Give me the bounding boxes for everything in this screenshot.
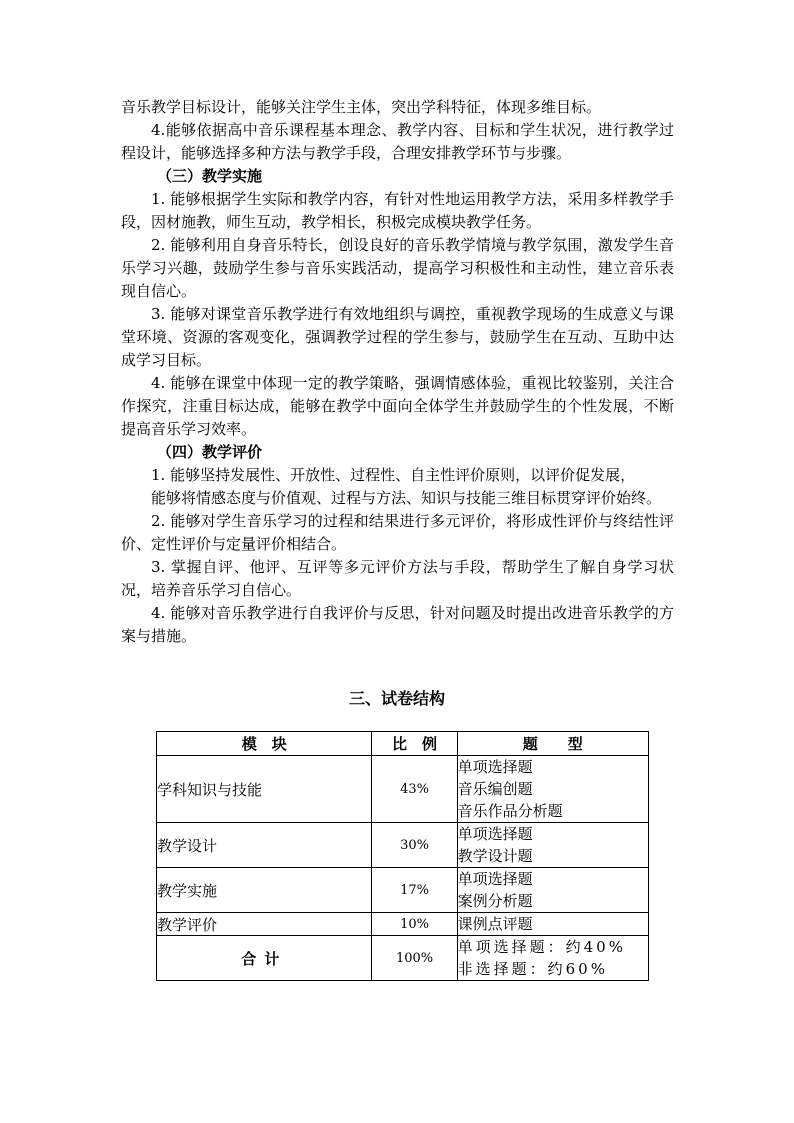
question-type: 教学设计题 <box>457 847 533 865</box>
paragraph-continuation: 音乐教学目标设计，能够关注学生主体，突出学科特征，体现多维目标。 <box>121 98 602 116</box>
header-question-type: 题 型 <box>457 732 648 756</box>
question-type: 案例分析题 <box>457 892 533 910</box>
module-ratio: 30% <box>372 823 457 868</box>
module-ratio: 17% <box>372 868 457 913</box>
question-type: 课例点评题 <box>457 915 533 933</box>
paragraph-implementation-2: 2. 能够利用自身音乐特长，创设良好的音乐教学情境与教学氛围，激发学生音乐学习兴趣，鼓励学生参与音乐实践活动，提高学习积极性和主动性，建立音乐表现自信心。 <box>121 236 674 300</box>
body-text <box>121 96 674 648</box>
table-header-row <box>157 732 649 756</box>
paragraph-implementation-4: 4. 能够在课堂中体现一定的教学策略，强调情感体验，重视比较鉴别，关注合作探究，注重目标达成，能够在教学中面向全体学生并鼓励学生的个性发展，不断提高音乐学习效率。 <box>121 374 674 438</box>
module-name: 教学设计 <box>157 823 372 868</box>
module-ratio: 10% <box>372 913 457 936</box>
heading-teaching-evaluation: （四）教学评价 <box>157 443 263 461</box>
total-ratio: 100% <box>372 936 457 981</box>
table-row <box>157 913 649 936</box>
exam-structure-table <box>156 731 649 981</box>
total-label: 合计 <box>157 936 372 981</box>
question-types <box>457 823 648 868</box>
question-types <box>457 913 648 936</box>
paragraph-implementation-3: 3. 能够对课堂音乐教学进行有效地组织与调控，重视教学现场的生成意义与课堂环境、资源的客观变化，强调教学过程的学生参与，鼓励学生在互动、互助中达成学习目标。 <box>121 305 674 369</box>
paragraph-evaluation-1-line1: 1. 能够坚持发展性、开放性、过程性、自主性评价原则，以评价促发展， <box>151 466 636 484</box>
total-question-types <box>457 936 648 981</box>
paragraph-evaluation-2: 2. 能够对学生音乐学习的过程和结果进行多元评价，将形成性评价与终结性评价、定性评价与定量评价相结合。 <box>121 512 674 553</box>
total-single-choice: 单项选择题：约40% <box>457 938 626 956</box>
question-type: 音乐编创题 <box>457 780 533 798</box>
heading-teaching-implementation: （三）教学实施 <box>157 167 263 185</box>
module-ratio: 43% <box>372 756 457 823</box>
question-types <box>457 868 648 913</box>
header-module: 模 块 <box>157 732 372 756</box>
table-total-row <box>157 936 649 981</box>
section-title-exam-structure: 三、试卷结构 <box>348 689 445 708</box>
table-row <box>157 823 649 868</box>
paragraph-evaluation-1-line2: 能够将情感态度与价值观、过程与方法、知识与技能三维目标贯穿评价始终。 <box>151 489 662 507</box>
total-non-choice: 非选择题：约60% <box>457 960 608 978</box>
paragraph-implementation-1: 1. 能够根据学生实际和教学内容，有针对性地运用教学方法，采用多样教学手段，因材施教，师生互动，教学相长，积极完成模块教学任务。 <box>121 190 674 231</box>
module-name: 学科知识与技能 <box>157 756 372 823</box>
module-name: 教学实施 <box>157 868 372 913</box>
question-type: 单项选择题 <box>457 825 533 843</box>
paragraph-evaluation-3: 3. 掌握自评、他评、互评等多元评价方法与手段，帮助学生了解自身学习状况，培养音乐学习自信心。 <box>121 558 674 599</box>
question-type: 音乐作品分析题 <box>457 802 563 820</box>
table-row <box>157 868 649 913</box>
question-type: 单项选择题 <box>457 870 533 888</box>
paragraph-design-4: 4.能够依据高中音乐课程基本理念、教学内容、目标和学生状况，进行教学过程设计，能够选择多种方法与教学手段，合理安排教学环节与步骤。 <box>121 121 674 162</box>
paragraph-evaluation-4: 4. 能够对音乐教学进行自我评价与反思，针对问题及时提出改进音乐教学的方案与措施。 <box>121 604 674 645</box>
table-row <box>157 756 649 823</box>
question-type: 单项选择题 <box>457 758 533 776</box>
question-types <box>457 756 648 823</box>
header-ratio: 比 例 <box>372 732 457 756</box>
module-name: 教学评价 <box>157 913 372 936</box>
